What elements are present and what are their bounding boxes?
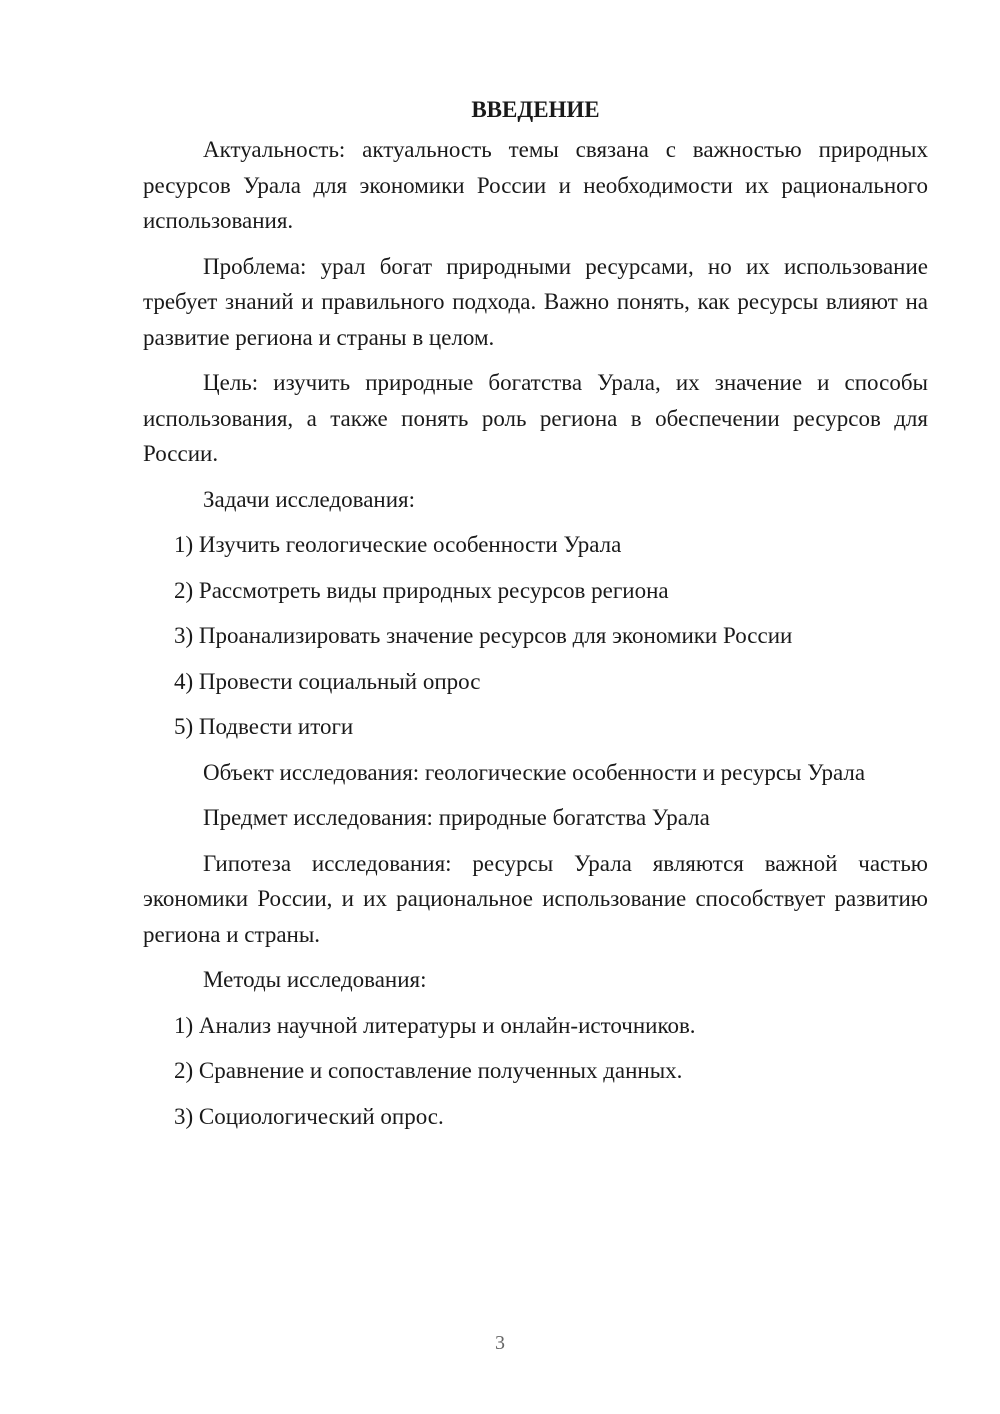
method-item: 2) Сравнение и сопоставление полученных данных. — [174, 1058, 683, 1083]
goal-paragraph: Цель: изучить природные богатства Урала, их значение и способы использования, а также понять роль региона в обеспечении ресурсов для России. — [143, 370, 928, 466]
page-title: ВВЕДЕНИЕ — [471, 97, 600, 122]
task-item: 1) Изучить геологические особенности Урала — [174, 532, 622, 557]
task-item: 4) Провести социальный опрос — [174, 668, 481, 694]
tasks-heading: Задачи исследования: — [203, 486, 416, 512]
methods-heading: Методы исследования: — [203, 967, 427, 992]
method-item: 1) Анализ научной литературы и онлайн-источников. — [174, 1012, 696, 1038]
task-item: 3) Проанализировать значение ресурсов для экономики России — [174, 623, 793, 648]
problem-paragraph: Проблема: урал богат природными ресурсами, но их использование требует знаний и правильного подхода. Важно понять, как ресурсы влияют на развитие региона и страны в целом. — [143, 253, 928, 350]
relevance-paragraph: Актуальность: актуальность темы связана с важностью природных ресурсов Урала для экономики России и необходимости их рационального использования. — [143, 137, 928, 233]
method-item: 3) Социологический опрос. — [174, 1103, 444, 1129]
document-page — [143, 92, 928, 1144]
page-number: 3 — [495, 1332, 505, 1354]
research-subject: Предмет исследования: природные богатства Урала — [203, 805, 710, 830]
research-object: Объект исследования: геологические особенности и ресурсы Урала — [203, 759, 866, 785]
task-item: 5) Подвести итоги — [174, 714, 354, 739]
hypothesis-paragraph: Гипотеза исследования: ресурсы Урала являются важной частью экономики России, и их рациональное использование способствует развитию региона и страны. — [143, 850, 928, 947]
task-item: 2) Рассмотреть виды природных ресурсов региона — [174, 577, 669, 603]
